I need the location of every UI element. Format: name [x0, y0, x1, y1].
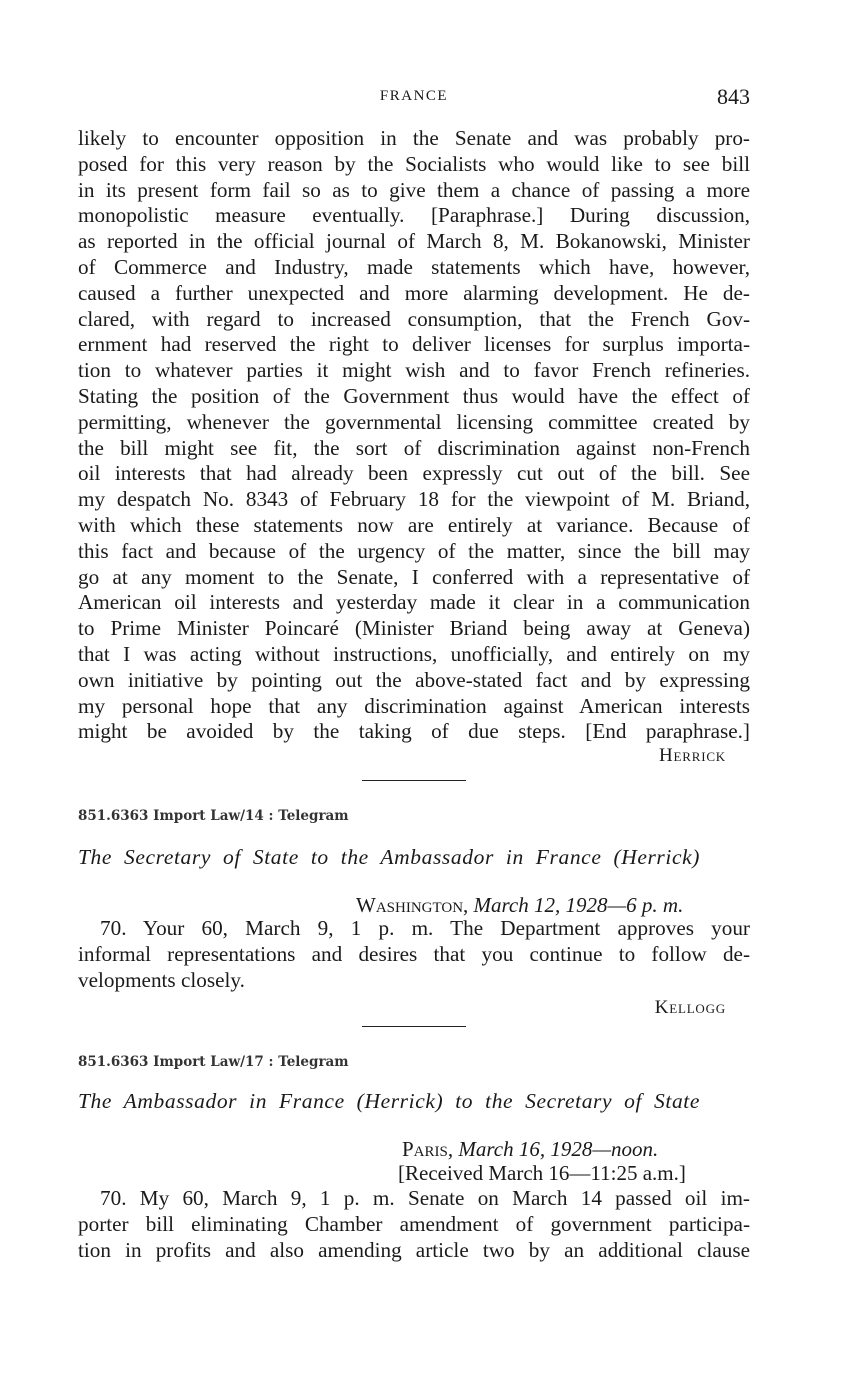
doc2-line: velopments closely.: [78, 967, 245, 992]
doc1-line: clared, with regard to increased consumption, that the French Gov-: [78, 306, 750, 331]
doc1-line: as reported in the official journal of March 8, M. Bokanowski, Minister: [78, 229, 750, 254]
doc1-line: go at any moment to the Senate, I conferred with a representative of: [78, 564, 750, 589]
doc3-dateline-place: Paris,: [402, 1137, 454, 1161]
doc3-received-line: [Received March 16—11:25 a.m.]: [398, 1161, 686, 1185]
doc1-line: my personal hope that any discrimination against American interests: [78, 693, 750, 718]
running-head: [78, 84, 750, 114]
doc3-line: tion in profits and also amending article two by an additional clause: [78, 1237, 750, 1262]
doc1-body: [78, 126, 750, 745]
doc1-line: American oil interests and yesterday made it clear in a communication: [78, 590, 750, 615]
doc2-dateline-place: Washington,: [356, 893, 469, 917]
doc2-line: informal representations and desires that you continue to follow de-: [78, 941, 750, 966]
doc1-line: monopolistic measure eventually. [Paraphrase.] During discussion,: [78, 203, 750, 228]
doc1-line: with which these statements now are entirely at variance. Because of: [78, 512, 750, 537]
doc2-dateline-date: March 12, 1928—6 p. m.: [473, 893, 684, 917]
doc3-dateline: [402, 1137, 658, 1162]
doc1-line: my despatch No. 8343 of February 18 for the viewpoint of M. Briand,: [78, 487, 750, 512]
doc3-line: porter bill eliminating Chamber amendment of government participa-: [78, 1211, 750, 1236]
doc2-body: [78, 916, 750, 993]
doc1-line: in its present form fail so as to give them a chance of passing a more: [78, 177, 750, 202]
doc1-line: ernment had reserved the right to deliver licenses for surplus importa-: [78, 332, 750, 357]
doc1-line: might be avoided by the taking of due steps. [End paraphrase.]: [78, 719, 750, 744]
doc1-line: oil interests that had already been expressly cut out of the bill. See: [78, 461, 750, 486]
doc1-signature: Herrick: [659, 745, 726, 766]
doc1-line: to Prime Minister Poincaré (Minister Briand being away at Geneva): [78, 616, 750, 641]
doc1-line: likely to encounter opposition in the Senate and was probably pro-: [78, 126, 750, 150]
doc1-line: of Commerce and Industry, made statements which have, however,: [78, 254, 750, 279]
doc2-heading: The Secretary of State to the Ambassador in France (Herrick): [78, 845, 701, 869]
running-title: FRANCE: [379, 88, 449, 104]
doc2-file-reference: 851.6363 Import Law/14 : Telegram: [78, 808, 349, 824]
doc3-dateline-date: March 16, 1928—noon.: [458, 1137, 659, 1161]
doc3-body: [78, 1186, 750, 1263]
section-divider: [362, 780, 466, 781]
doc1-line: that I was acting without instructions, unofficially, and entirely on my: [78, 641, 750, 666]
doc2-line: 70. Your 60, March 9, 1 p. m. The Department approves your: [100, 916, 750, 940]
doc2-signature: Kellogg: [654, 997, 726, 1018]
doc1-line: the bill might see fit, the sort of discrimination against non-French: [78, 435, 750, 460]
doc2-dateline: [356, 893, 683, 918]
doc3-file-reference: 851.6363 Import Law/17 : Telegram: [78, 1054, 349, 1070]
doc1-line: permitting, whenever the governmental licensing committee created by: [78, 409, 750, 434]
page-number: 843: [717, 84, 750, 109]
section-divider: [362, 1026, 466, 1027]
doc1-line: own initiative by pointing out the above-stated fact and by expressing: [78, 667, 750, 692]
doc1-line: posed for this very reason by the Socialists who would like to see bill: [78, 151, 750, 176]
doc3-line: 70. My 60, March 9, 1 p. m. Senate on March 14 passed oil im-: [100, 1186, 750, 1210]
doc1-line: caused a further unexpected and more alarming development. He de-: [78, 280, 750, 305]
doc3-heading: The Ambassador in France (Herrick) to the Secretary of State: [78, 1089, 701, 1113]
doc1-line: tion to whatever parties it might wish and to favor French refineries.: [78, 358, 750, 383]
doc1-line: this fact and because of the urgency of the matter, since the bill may: [78, 538, 750, 563]
doc1-line: Stating the position of the Government thus would have the effect of: [78, 383, 750, 408]
